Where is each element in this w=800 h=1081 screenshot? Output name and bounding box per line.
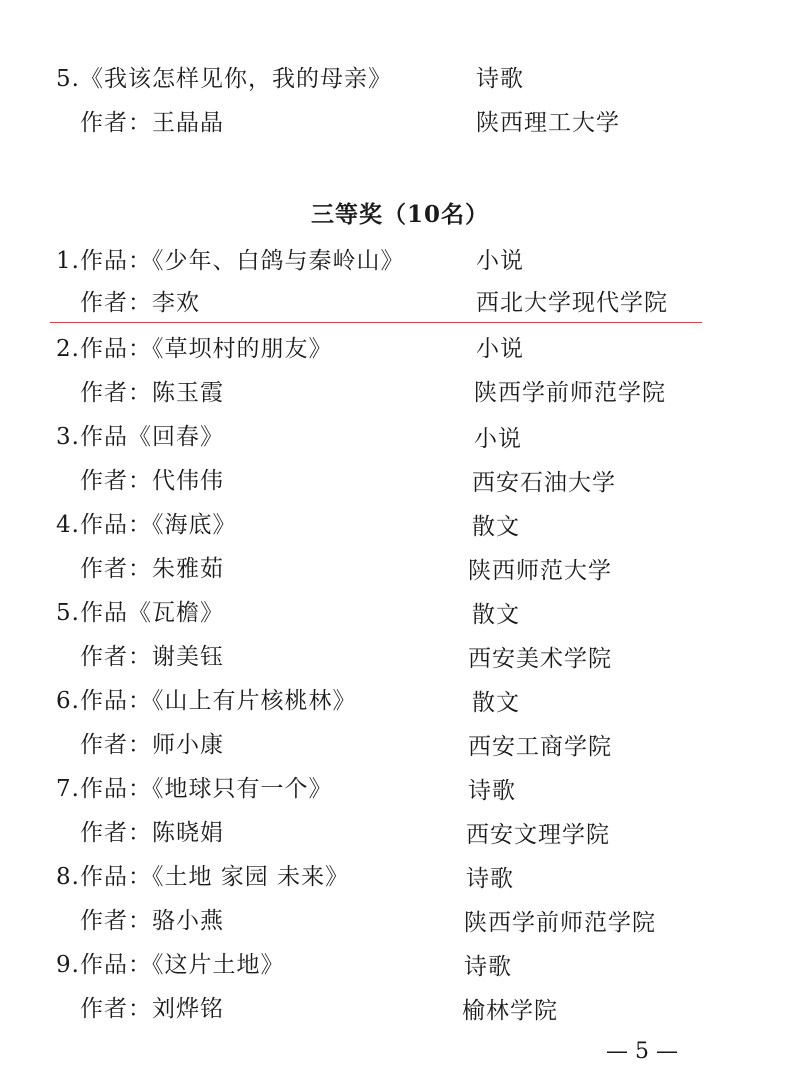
entry-author: 作者：朱雅茹 bbox=[80, 556, 224, 582]
entry-title: 9.作品：《这片土地》 bbox=[56, 952, 285, 978]
entry-genre: 诗歌 bbox=[466, 866, 514, 892]
entry-genre: 散文 bbox=[472, 690, 520, 716]
entry-genre: 散文 bbox=[472, 602, 520, 628]
entry-title: 1.作品：《少年、白鸽与秦岭山》 bbox=[56, 248, 405, 274]
entry-title: 5.《我该怎样见你，我的母亲》 bbox=[56, 66, 392, 92]
entry-author: 作者：陈晓娟 bbox=[80, 820, 224, 846]
entry-school: 西安文理学院 bbox=[466, 822, 610, 848]
entry-school: 西北大学现代学院 bbox=[476, 290, 668, 316]
entry-title: 5.作品《瓦檐》 bbox=[56, 600, 224, 626]
entry-author: 作者：谢美钰 bbox=[80, 644, 224, 670]
entry-author: 作者：刘烨铭 bbox=[80, 996, 224, 1022]
entry-author: 作者：李欢 bbox=[80, 290, 200, 316]
entry-genre: 诗歌 bbox=[476, 66, 524, 92]
entry-genre: 诗歌 bbox=[468, 778, 516, 804]
entry-genre: 小说 bbox=[476, 336, 524, 362]
entry-title: 7.作品：《地球只有一个》 bbox=[56, 776, 333, 802]
entry-title: 6.作品：《山上有片核桃林》 bbox=[56, 688, 357, 714]
entry-title: 4.作品：《海底》 bbox=[56, 512, 237, 538]
entry-title: 8.作品：《土地 家园 未来》 bbox=[56, 864, 350, 890]
entry-author: 作者：骆小燕 bbox=[80, 908, 224, 934]
entry-author: 作者：王晶晶 bbox=[80, 110, 224, 136]
entry-author: 作者：代伟伟 bbox=[80, 468, 224, 494]
entry-school: 陕西学前师范学院 bbox=[474, 380, 666, 406]
entry-author: 作者：陈玉霞 bbox=[80, 380, 224, 406]
entry-title: 3.作品《回春》 bbox=[56, 424, 224, 450]
entry-genre: 小说 bbox=[476, 248, 524, 274]
entry-school: 西安石油大学 bbox=[472, 470, 616, 496]
entry-school: 陕西学前师范学院 bbox=[464, 910, 656, 936]
entry-genre: 小说 bbox=[474, 426, 522, 452]
entry-author: 作者：师小康 bbox=[80, 732, 224, 758]
entry-school: 榆林学院 bbox=[462, 998, 558, 1024]
entry-school: 西安美术学院 bbox=[468, 646, 612, 672]
section-heading: 三等奖（10名） bbox=[310, 201, 489, 228]
red-underline-rule bbox=[50, 322, 702, 323]
entry-genre: 散文 bbox=[472, 514, 520, 540]
entry-school: 陕西理工大学 bbox=[476, 110, 620, 136]
entry-school: 陕西师范大学 bbox=[468, 558, 612, 584]
entry-school: 西安工商学院 bbox=[468, 734, 612, 760]
page-number: — 5 — bbox=[606, 1039, 678, 1064]
entry-genre: 诗歌 bbox=[464, 954, 512, 980]
entry-title: 2.作品：《草坝村的朋友》 bbox=[56, 336, 333, 362]
